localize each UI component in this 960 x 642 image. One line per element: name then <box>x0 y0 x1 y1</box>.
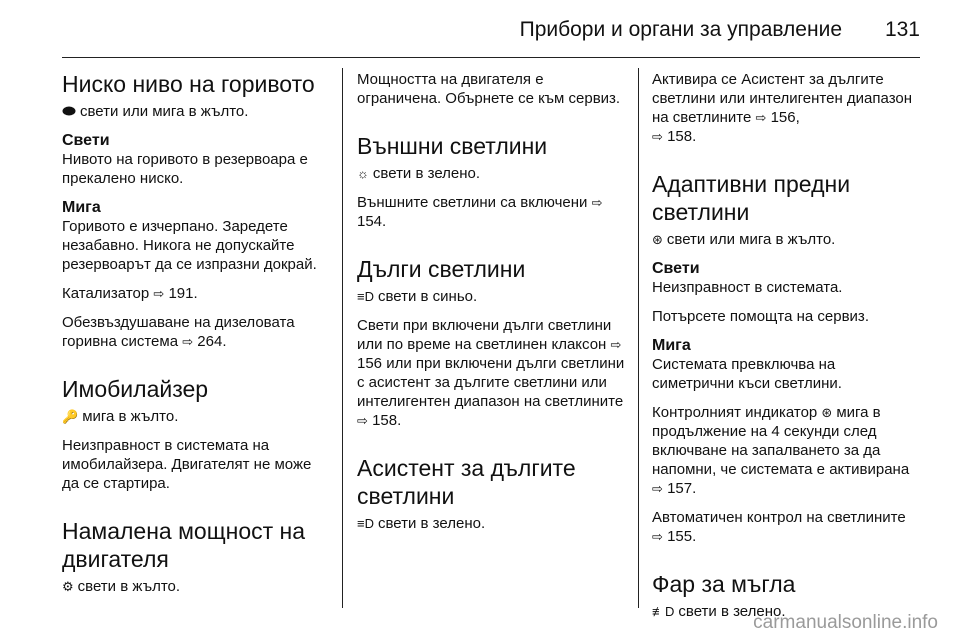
paragraph: Активира се Асистент за дългите светлини или интелигентен диапазон на светлините ⇨ 156, ⇨ 158. <box>652 71 913 145</box>
ref-arrow-icon: ⇨ <box>153 286 165 301</box>
engine-power-icon: ⚙ <box>62 579 74 594</box>
paragraph: Потърсете помощта на сервиз. <box>652 308 869 325</box>
ref-arrow-icon: ⇨ <box>357 413 368 428</box>
ref-arrow-icon: ⇨ <box>610 337 622 352</box>
column-divider <box>342 68 343 608</box>
fuel-indicator-icon <box>62 102 76 121</box>
adaptive-light-icon: ⊛ <box>652 232 663 247</box>
paragraph: Системата превключва на симетрични къси светлини. <box>652 356 842 392</box>
paragraph: Контролният индикатор ⊛ мига в продължение на 4 секунди след включване на запалването за да напомни, че системата е активирана ⇨ 157. <box>652 404 910 497</box>
subheading: Мига <box>62 199 101 216</box>
section-title: Адаптивни предни светлини <box>652 171 851 225</box>
ref-arrow-icon: ⇨ <box>652 481 663 496</box>
paragraph: Нивото на горивото в резервоара е прекалено ниско. <box>62 151 308 187</box>
subheading: Мига <box>652 337 691 354</box>
section-title: Външни светлини <box>357 133 548 159</box>
indicator-line: ☼ свети в зелено. <box>357 165 481 182</box>
high-beam-assist-icon: ≡D <box>357 516 374 531</box>
column-2 <box>357 70 625 543</box>
column-divider <box>638 68 639 608</box>
indicator-line: 🔑 мига в жълто. <box>62 408 179 425</box>
section-title: Дълги светлини <box>357 256 526 282</box>
adaptive-light-icon: ⊛ <box>821 405 833 420</box>
immobilizer-icon: 🔑 <box>62 409 79 424</box>
high-beam-icon: ≡D <box>357 289 374 304</box>
indicator-line: ≡D свети в синьо. <box>357 288 478 305</box>
indicator-line: ≡D свети в зелено. <box>357 515 486 532</box>
cross-reference[interactable]: Автоматичен контрол на светлините ⇨ 155. <box>652 509 906 545</box>
cross-reference[interactable]: Обезвъздушаване на дизеловата горивна система ⇨ 264. <box>62 314 295 350</box>
ref-arrow-icon: ⇨ <box>591 195 603 210</box>
paragraph: Неизправност в системата на имобилайзера. Двигателят не може да се стартира. <box>62 437 312 492</box>
ref-arrow-icon: ⇨ <box>652 129 663 144</box>
section-title: Асистент за дългите светлини <box>357 455 576 509</box>
indicator-line: ≢D свети в зелено. <box>652 603 786 620</box>
exterior-lights-icon: ☼ <box>357 166 369 181</box>
subheading: Свети <box>652 260 700 277</box>
indicator-line: ⊛ свети или мига в жълто. <box>652 231 836 248</box>
subheading: Свети <box>62 132 110 149</box>
indicator-line: свети или мига в жълто. <box>62 102 330 121</box>
section-title: Имобилайзер <box>62 376 209 402</box>
indicator-line: ⚙ свети в жълто. <box>62 578 181 595</box>
paragraph: Неизправност в системата. <box>652 279 843 296</box>
cross-reference[interactable]: Външните светлини са включени ⇨ 154. <box>357 194 603 230</box>
ref-arrow-icon: ⇨ <box>755 110 767 125</box>
page-number: 131 <box>884 18 920 41</box>
fog-light-icon: ≢D <box>652 604 675 619</box>
paragraph: Горивото е изчерпано. Заредете незабавно. Никога не допускайте резервоарът да се изпразни докрай. <box>62 218 317 273</box>
ref-arrow-icon: ⇨ <box>652 529 663 544</box>
page-header-title: Прибори и органи за управление <box>519 18 842 41</box>
column-3 <box>652 70 920 631</box>
watermark: carmanualsonline.info <box>753 612 938 633</box>
header-rule <box>62 57 920 58</box>
paragraph: Свети при включени дълги светлини или по време на светлинен клаксон ⇨ 156 или при включени дълги светлини с асистент за дългите светлини или интелигентен диапазон на светлините ⇨ 158. <box>357 317 625 429</box>
page-header <box>0 0 960 60</box>
cross-reference[interactable]: Катализатор ⇨ 191. <box>62 285 198 302</box>
paragraph: Мощността на двигателя е ограничена. Обърнете се към сервиз. <box>357 71 621 107</box>
section-title: Фар за мъгла <box>652 571 796 597</box>
section-title: Ниско ниво на горивото <box>62 71 315 97</box>
ref-arrow-icon: ⇨ <box>182 334 194 349</box>
column-1 <box>62 70 330 606</box>
section-title: Намалена мощност на двигателя <box>62 518 306 572</box>
